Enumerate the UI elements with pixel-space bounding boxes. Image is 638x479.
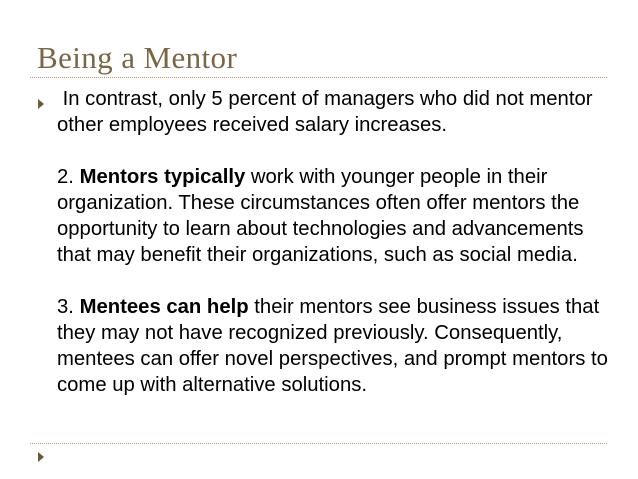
paragraph-text: their mentors see business issues that they may not have recognized previously. Consequently, mentees can offer novel perspectives, and prompt mentors to come up with alternative solutions. (57, 296, 608, 396)
bottom-divider (30, 443, 607, 444)
bullet-arrow-icon (38, 99, 44, 109)
paragraph-text: work with younger people in their organization. These circumstances often offer mentors the opportunity to learn about technologies and advancements that may benefit their organizations, such as social media. (57, 166, 584, 266)
paragraph-number: 2. (57, 166, 80, 188)
paragraph-salary-contrast: In contrast, only 5 percent of managers who did not mentor other employees received salary increases. (57, 88, 593, 136)
paragraph-mentors-typically (57, 164, 617, 268)
paragraph-emphasis: Mentees can help (79, 296, 249, 318)
title-divider (30, 77, 607, 78)
slide-title: Being a Mentor (37, 40, 238, 75)
paragraph-emphasis: Mentors typically (79, 166, 246, 188)
paragraph-number: 3. (57, 296, 80, 318)
paragraph-mentees-can-help (57, 294, 617, 398)
slide-body (57, 86, 617, 398)
bullet-arrow-icon (38, 452, 44, 462)
